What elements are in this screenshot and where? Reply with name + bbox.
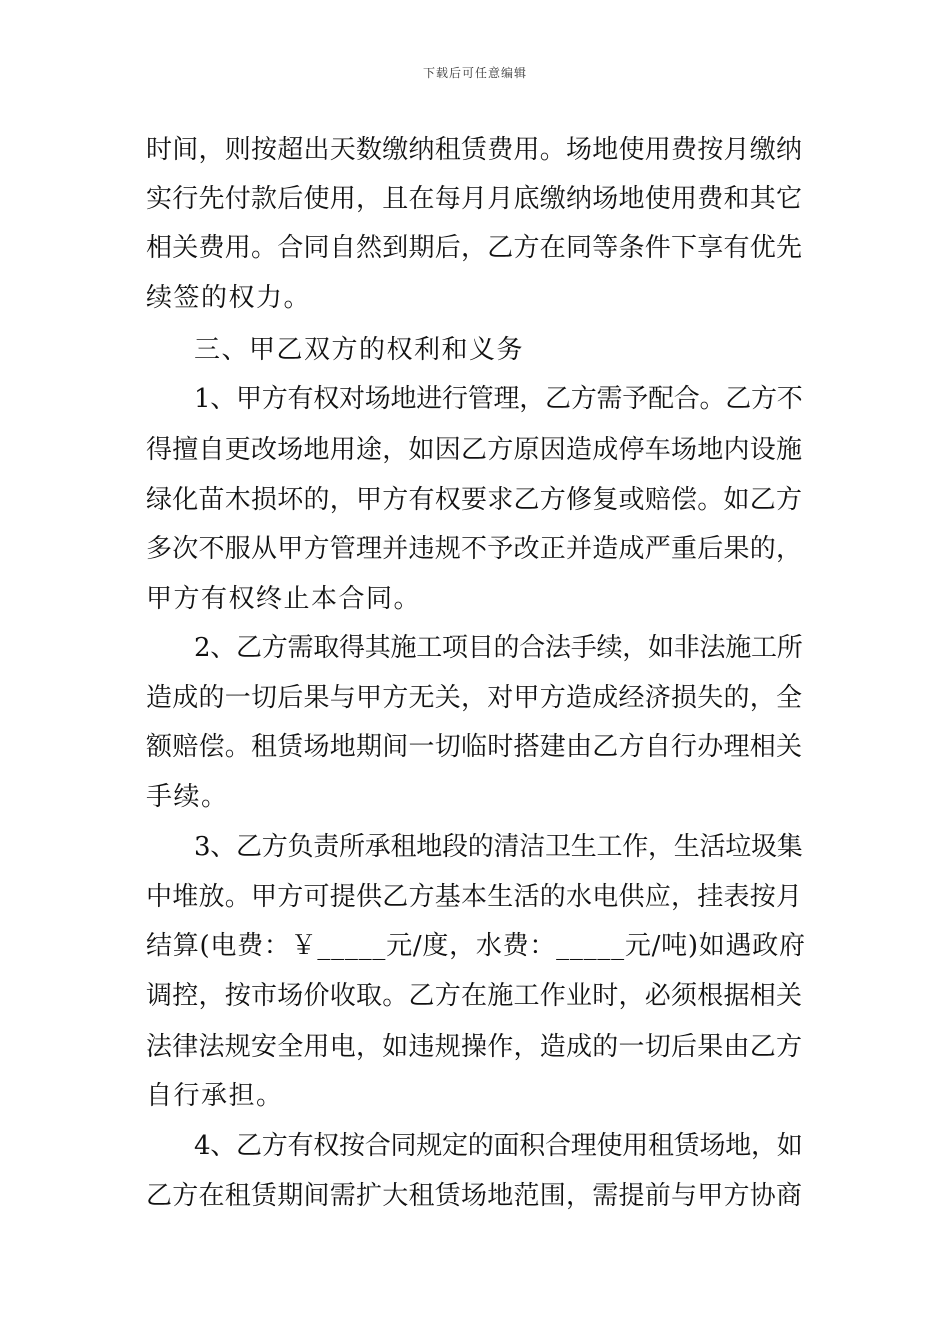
body-line: 3、乙方负责所承租地段的清洁卫生工作，生活垃圾集 <box>194 832 803 862</box>
body-line: 手续。 <box>146 782 229 812</box>
body-line: 相关费用。合同自然到期后，乙方在同等条件下享有优先 <box>146 233 803 263</box>
body-line: 乙方在租赁期间需扩大租赁场地范围，需提前与甲方协商 <box>146 1181 803 1211</box>
body-line: 时间，则按超出天数缴纳租赁费用。场地使用费按月缴纳 <box>146 135 803 165</box>
body-line: 绿化苗木损坏的，甲方有权要求乙方修复或赔偿。如乙方 <box>146 485 803 515</box>
body-line: 甲方有权终止本合同。 <box>146 584 422 614</box>
body-line: 法律法规安全用电，如违规操作，造成的一切后果由乙方 <box>146 1032 803 1062</box>
body-line: 自行承担。 <box>146 1081 284 1111</box>
body-line: 得擅自更改场地用途，如因乙方原因造成停车场地内设施 <box>146 435 803 465</box>
body-line: 调控，按市场价收取。乙方在施工作业时，必须根据相关 <box>146 981 803 1011</box>
body-line: 实行先付款后使用，且在每月月底缴纳场地使用费和其它 <box>146 184 803 214</box>
body-line: 续签的权力。 <box>146 283 312 313</box>
body-line: 2、乙方需取得其施工项目的合法手续，如非法施工所 <box>194 633 803 663</box>
page-header: 下载后可任意编辑 <box>422 66 527 80</box>
body-line: 中堆放。甲方可提供乙方基本生活的水电供应，挂表按月 <box>146 882 803 912</box>
body-line: 1、甲方有权对场地进行管理，乙方需予配合。乙方不 <box>194 384 803 414</box>
body-line: 多次不服从甲方管理并违规不予改正并造成严重后果的， <box>146 534 803 564</box>
body-line: 4、乙方有权按合同规定的面积合理使用租赁场地，如 <box>194 1131 803 1161</box>
section-heading: 三、甲乙双方的权利和义务 <box>194 335 525 365</box>
body-line: 额赔偿。租赁场地期间一切临时搭建由乙方自行办理相关 <box>146 732 803 762</box>
body-line: 造成的一切后果与甲方无关，对甲方造成经济损失的，全 <box>146 683 803 713</box>
body-line: 结算(电费：￥_____元/度，水费：_____元/吨)如遇政府 <box>146 931 806 961</box>
